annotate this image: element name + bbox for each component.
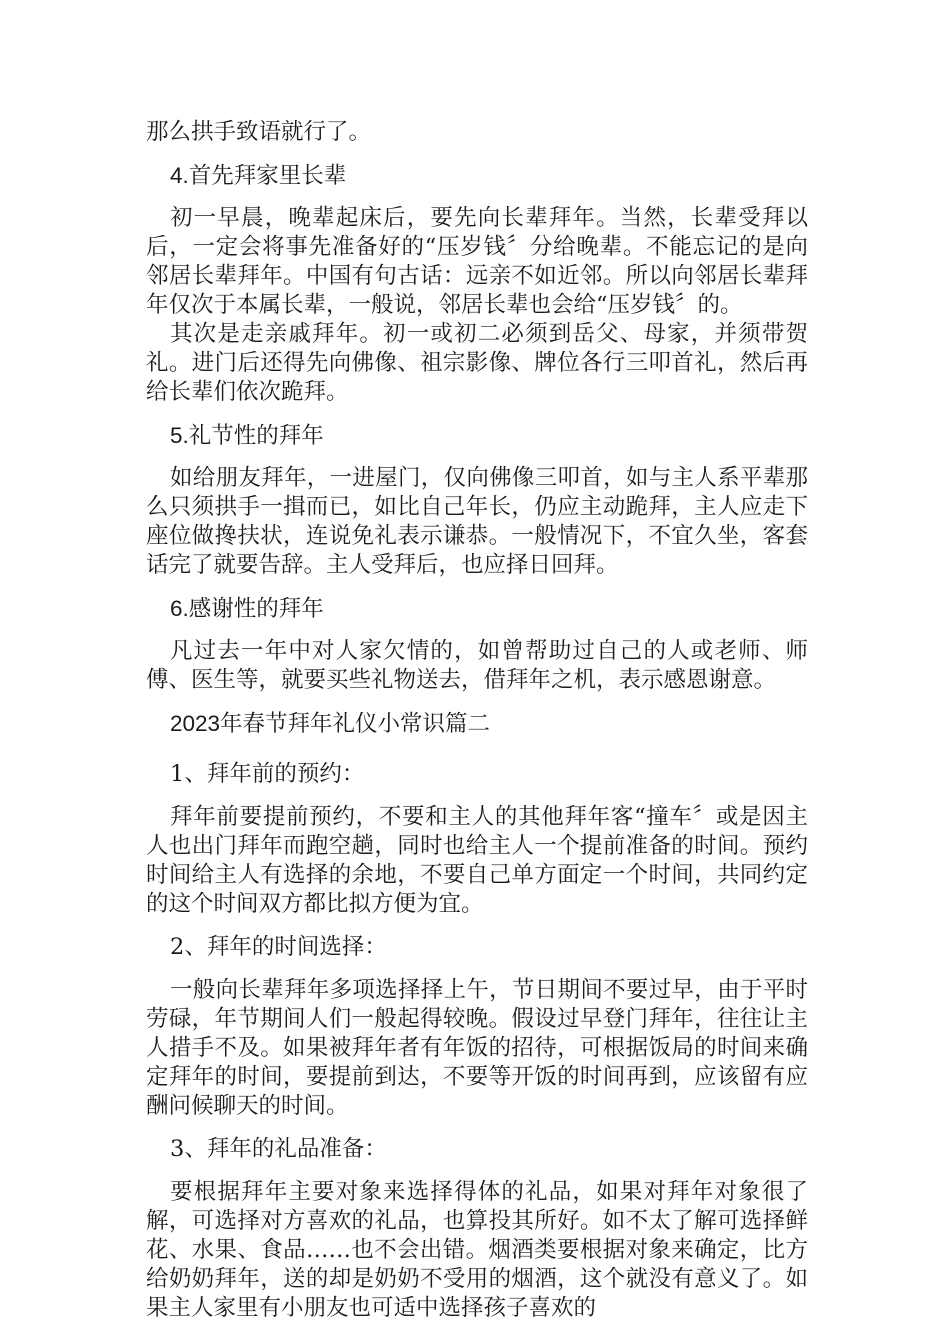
paragraph-5: 如给朋友拜年，一进屋门，仅向佛像三叩首，如与主人系平辈那么只须拱手一揖而已，如比自己年长，仍应主动跪拜，主人应走下座位做搀扶状，连说免礼表示谦恭。一般情况下，不宜久坐，客套话完了就要告辞。主人受拜后，也应择日回拜。 <box>146 465 808 578</box>
heading-5: 5.礼节性的拜年 <box>170 423 324 448</box>
document-page <box>146 118 808 1337</box>
subsection-1-body: 拜年前要提前预约，不要和主人的其他拜年客“撞车〞或是因主人也出门拜年而跑空趟，同时也给主人一个提前准备的时间。预约时间给主人有选择的余地，不要自己单方面定一个时间，共同约定的这个时间双方都比拟方便为宜。 <box>146 804 808 917</box>
paragraph-6: 凡过去一年中对人家欠情的，如曾帮助过自己的人或老师、师傅、医生等，就要买些礼物送去，借拜年之机，表示感恩谢意。 <box>146 638 808 693</box>
heading-6: 6.感谢性的拜年 <box>170 596 324 621</box>
subsection-2-body: 一般向长辈拜年多项选择择上午，节日期间不要过早，由于平时劳碌，年节期间人们一般起得较晚。假设过早登门拜年，往往让主人措手不及。如果被拜年者有年饭的招待，可根据饭局的时间来确定拜年的时间，要提前到达，不要等开饭的时间再到，应该留有应酬问候聊天的时间。 <box>146 977 808 1119</box>
section-2-title: 2023年春节拜年礼仪小常识篇二 <box>170 711 491 736</box>
paragraph-4b: 其次是走亲戚拜年。初一或初二必须到岳父、母家，并须带贺礼。进门后还得先向佛像、祖宗影像、牌位各行三叩首礼，然后再给长辈们依次跪拜。 <box>146 321 808 405</box>
subsection-1-title: 1、拜年前的预约： <box>170 761 365 787</box>
paragraph-4a: 初一早晨，晚辈起床后，要先向长辈拜年。当然，长辈受拜以后，一定会将事先准备好的“压岁钱〞分给晚辈。不能忘记的是向邻居长辈拜年。中国有句古话：远亲不如近邻。所以向邻居长辈拜年仅次于本属长辈，一般说，邻居长辈也会给“压岁钱〞的。 <box>146 205 808 318</box>
subsection-3-body: 要根据拜年主要对象来选择得体的礼品，如果对拜年对象很了解，可选择对方喜欢的礼品，也算投其所好。如不太了解可选择鲜花、水果、食品……也不会出错。烟酒类要根据对象来确定，比方给奶奶拜年，送的却是奶奶不受用的烟酒，这个就没有意义了。如果主人家里有小朋友也可适中选择孩子喜欢的 <box>146 1179 808 1321</box>
subsection-2-title: 2、拜年的时间选择： <box>170 934 387 960</box>
paragraph-intro-end: 那么拱手致语就行了。 <box>146 119 372 145</box>
subsection-3-title: 3、拜年的礼品准备： <box>170 1136 387 1162</box>
heading-4: 4.首先拜家里长辈 <box>170 163 347 188</box>
